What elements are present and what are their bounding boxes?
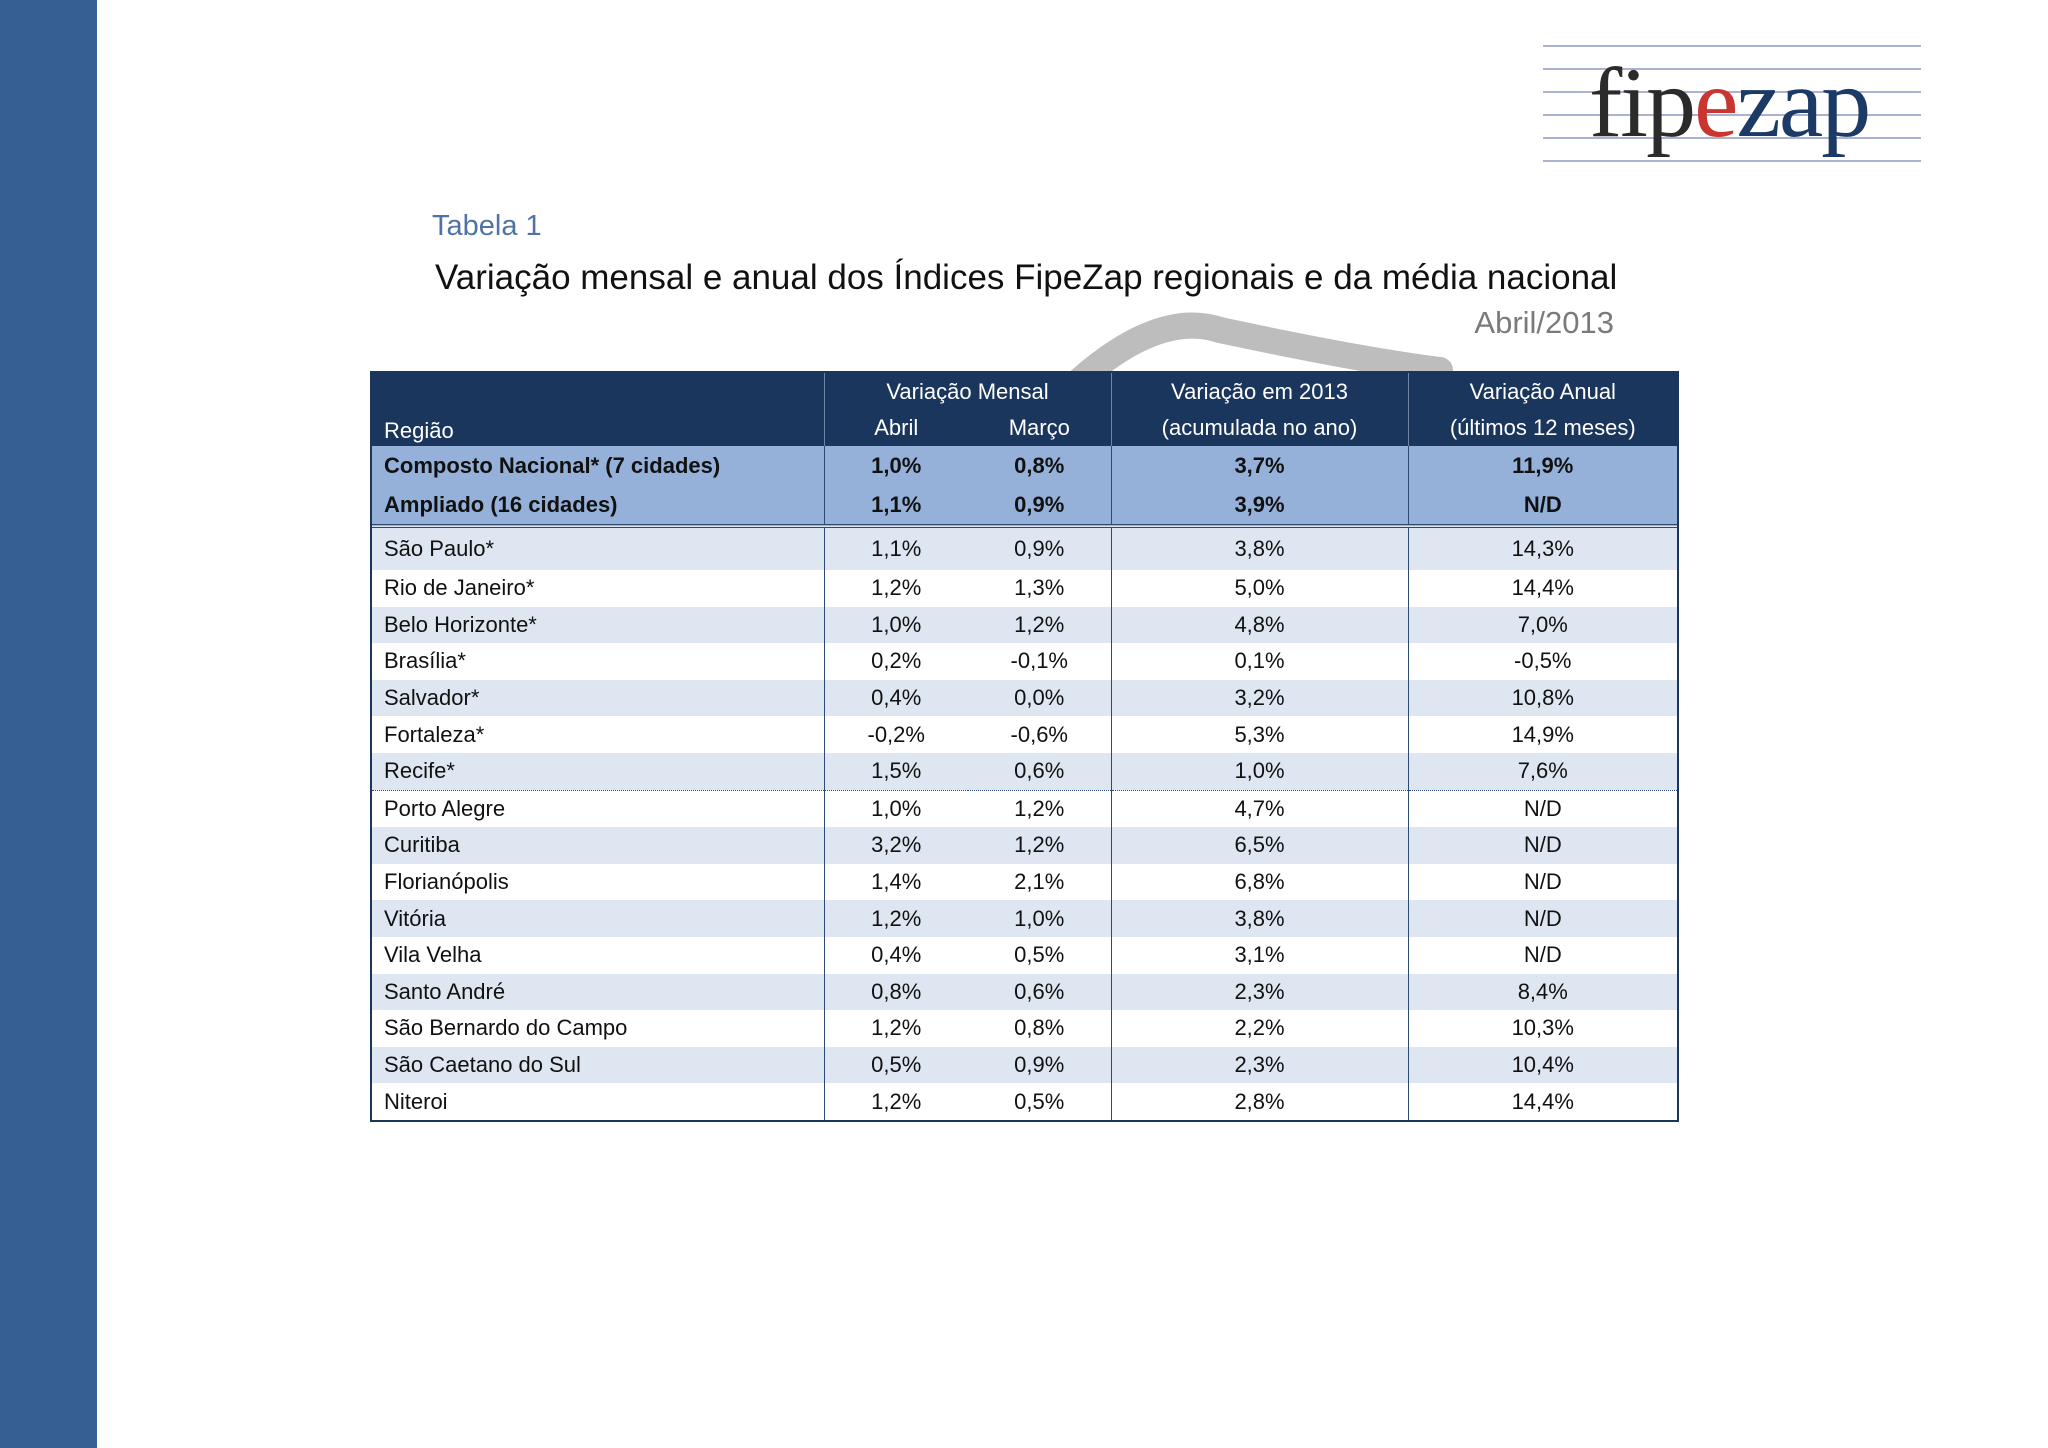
- cell-annual: N/D: [1408, 900, 1677, 937]
- table-row: [372, 1083, 1677, 1120]
- cell-ytd: 3,8%: [1111, 900, 1408, 937]
- cell-annual: N/D: [1408, 937, 1677, 974]
- cell-ytd: 2,3%: [1111, 974, 1408, 1011]
- cell-ytd: 5,0%: [1111, 570, 1408, 607]
- cell-ytd: 2,3%: [1111, 1047, 1408, 1084]
- cell-march: 0,8%: [968, 446, 1111, 485]
- cell-region: Florianópolis: [372, 864, 824, 901]
- page-title: Variação mensal e anual dos Índices FipeZap regionais e da média nacional: [435, 258, 1618, 297]
- header-annual-line1: Variação Anual: [1408, 373, 1677, 410]
- cell-ytd: 1,0%: [1111, 753, 1408, 790]
- cell-april: 1,4%: [824, 864, 968, 901]
- cell-region: Composto Nacional* (7 cidades): [372, 446, 824, 485]
- cell-ytd: 4,8%: [1111, 607, 1408, 644]
- fipezap-logo: [1543, 44, 1921, 168]
- cell-annual: 14,4%: [1408, 1083, 1677, 1120]
- cell-april: 3,2%: [824, 827, 968, 864]
- cell-region: São Paulo*: [372, 526, 824, 570]
- cell-region: Belo Horizonte*: [372, 607, 824, 644]
- cell-march: 1,3%: [968, 570, 1111, 607]
- cell-march: 1,0%: [968, 900, 1111, 937]
- cell-ytd: 6,5%: [1111, 827, 1408, 864]
- cell-annual: N/D: [1408, 790, 1677, 827]
- cell-annual: 8,4%: [1408, 974, 1677, 1011]
- logo-text-accent: e: [1694, 47, 1737, 158]
- table-row: [372, 680, 1677, 717]
- cell-april: 1,0%: [824, 446, 968, 485]
- cell-april: 1,1%: [824, 485, 968, 526]
- cell-ytd: 3,9%: [1111, 485, 1408, 526]
- cell-march: 0,9%: [968, 485, 1111, 526]
- cell-annual: 10,4%: [1408, 1047, 1677, 1084]
- table-row: [372, 716, 1677, 753]
- cell-annual: 10,3%: [1408, 1010, 1677, 1047]
- table-row: [372, 900, 1677, 937]
- cell-region: São Caetano do Sul: [372, 1047, 824, 1084]
- header-annual-line2: (últimos 12 meses): [1408, 410, 1677, 446]
- table-row: [372, 864, 1677, 901]
- cell-march: -0,6%: [968, 716, 1111, 753]
- cell-april: 1,2%: [824, 1083, 968, 1120]
- cell-march: 1,2%: [968, 790, 1111, 827]
- cell-region: Salvador*: [372, 680, 824, 717]
- cell-annual: 7,0%: [1408, 607, 1677, 644]
- cell-ytd: 3,7%: [1111, 446, 1408, 485]
- cell-march: 0,8%: [968, 1010, 1111, 1047]
- header-ytd-line1: Variação em 2013: [1111, 373, 1408, 410]
- table-caption: Tabela 1: [432, 210, 542, 242]
- cell-ytd: 3,1%: [1111, 937, 1408, 974]
- left-sidebar-band: [0, 0, 97, 1448]
- cell-april: 1,2%: [824, 570, 968, 607]
- table-row: [372, 827, 1677, 864]
- cell-march: 2,1%: [968, 864, 1111, 901]
- index-table: [372, 373, 1677, 1120]
- cell-region: Porto Alegre: [372, 790, 824, 827]
- cell-annual: 7,6%: [1408, 753, 1677, 790]
- logo-text-main: fip: [1589, 47, 1695, 158]
- cell-region: Niteroi: [372, 1083, 824, 1120]
- cell-ytd: 0,1%: [1111, 643, 1408, 680]
- cell-march: 1,2%: [968, 827, 1111, 864]
- cell-ytd: 5,3%: [1111, 716, 1408, 753]
- cell-april: 0,4%: [824, 680, 968, 717]
- cell-april: 1,2%: [824, 1010, 968, 1047]
- cell-april: 0,8%: [824, 974, 968, 1011]
- cell-region: São Bernardo do Campo: [372, 1010, 824, 1047]
- cell-april: -0,2%: [824, 716, 968, 753]
- cell-region: Fortaleza*: [372, 716, 824, 753]
- cell-april: 0,5%: [824, 1047, 968, 1084]
- cell-march: 0,6%: [968, 974, 1111, 1011]
- cell-ytd: 2,2%: [1111, 1010, 1408, 1047]
- cell-april: 0,4%: [824, 937, 968, 974]
- table-row: [372, 526, 1677, 570]
- cell-april: 1,0%: [824, 790, 968, 827]
- cell-annual: 14,9%: [1408, 716, 1677, 753]
- summary-row: [372, 485, 1677, 526]
- cell-march: -0,1%: [968, 643, 1111, 680]
- header-region: Região: [372, 373, 824, 446]
- cell-march: 0,9%: [968, 526, 1111, 570]
- cell-april: 1,1%: [824, 526, 968, 570]
- cell-march: 0,5%: [968, 1083, 1111, 1120]
- logo-text-zap: zap: [1736, 47, 1870, 158]
- report-date: Abril/2013: [1474, 305, 1614, 340]
- cell-annual: 10,8%: [1408, 680, 1677, 717]
- cell-region: Vitória: [372, 900, 824, 937]
- table-row: [372, 1047, 1677, 1084]
- cell-region: Ampliado (16 cidades): [372, 485, 824, 526]
- header-april: Abril: [824, 410, 968, 446]
- cell-annual: N/D: [1408, 485, 1677, 526]
- cell-region: Brasília*: [372, 643, 824, 680]
- cell-march: 0,6%: [968, 753, 1111, 790]
- cell-annual: 11,9%: [1408, 446, 1677, 485]
- cell-march: 1,2%: [968, 607, 1111, 644]
- header-march: Março: [968, 410, 1111, 446]
- cell-april: 1,2%: [824, 900, 968, 937]
- table-row: [372, 1010, 1677, 1047]
- cell-april: 1,0%: [824, 607, 968, 644]
- header-monthly: Variação Mensal: [824, 373, 1111, 410]
- cell-ytd: 3,2%: [1111, 680, 1408, 717]
- cell-annual: N/D: [1408, 864, 1677, 901]
- cell-march: 0,9%: [968, 1047, 1111, 1084]
- cell-region: Curitiba: [372, 827, 824, 864]
- cell-region: Santo André: [372, 974, 824, 1011]
- svg-text:fipezap: [1589, 47, 1869, 158]
- cell-annual: N/D: [1408, 827, 1677, 864]
- cell-region: Recife*: [372, 753, 824, 790]
- header-ytd-line2: (acumulada no ano): [1111, 410, 1408, 446]
- cell-ytd: 2,8%: [1111, 1083, 1408, 1120]
- cell-annual: -0,5%: [1408, 643, 1677, 680]
- cell-march: 0,5%: [968, 937, 1111, 974]
- cell-region: Rio de Janeiro*: [372, 570, 824, 607]
- cell-ytd: 3,8%: [1111, 526, 1408, 570]
- table-row: [372, 643, 1677, 680]
- summary-row: [372, 446, 1677, 485]
- cell-april: 0,2%: [824, 643, 968, 680]
- table-row: [372, 974, 1677, 1011]
- cell-annual: 14,4%: [1408, 570, 1677, 607]
- cell-ytd: 6,8%: [1111, 864, 1408, 901]
- cell-march: 0,0%: [968, 680, 1111, 717]
- table-row: [372, 607, 1677, 644]
- table-row: [372, 570, 1677, 607]
- cell-region: Vila Velha: [372, 937, 824, 974]
- table-row: [372, 790, 1677, 827]
- cell-ytd: 4,7%: [1111, 790, 1408, 827]
- cell-april: 1,5%: [824, 753, 968, 790]
- table-row: [372, 753, 1677, 790]
- table-row: [372, 937, 1677, 974]
- cell-annual: 14,3%: [1408, 526, 1677, 570]
